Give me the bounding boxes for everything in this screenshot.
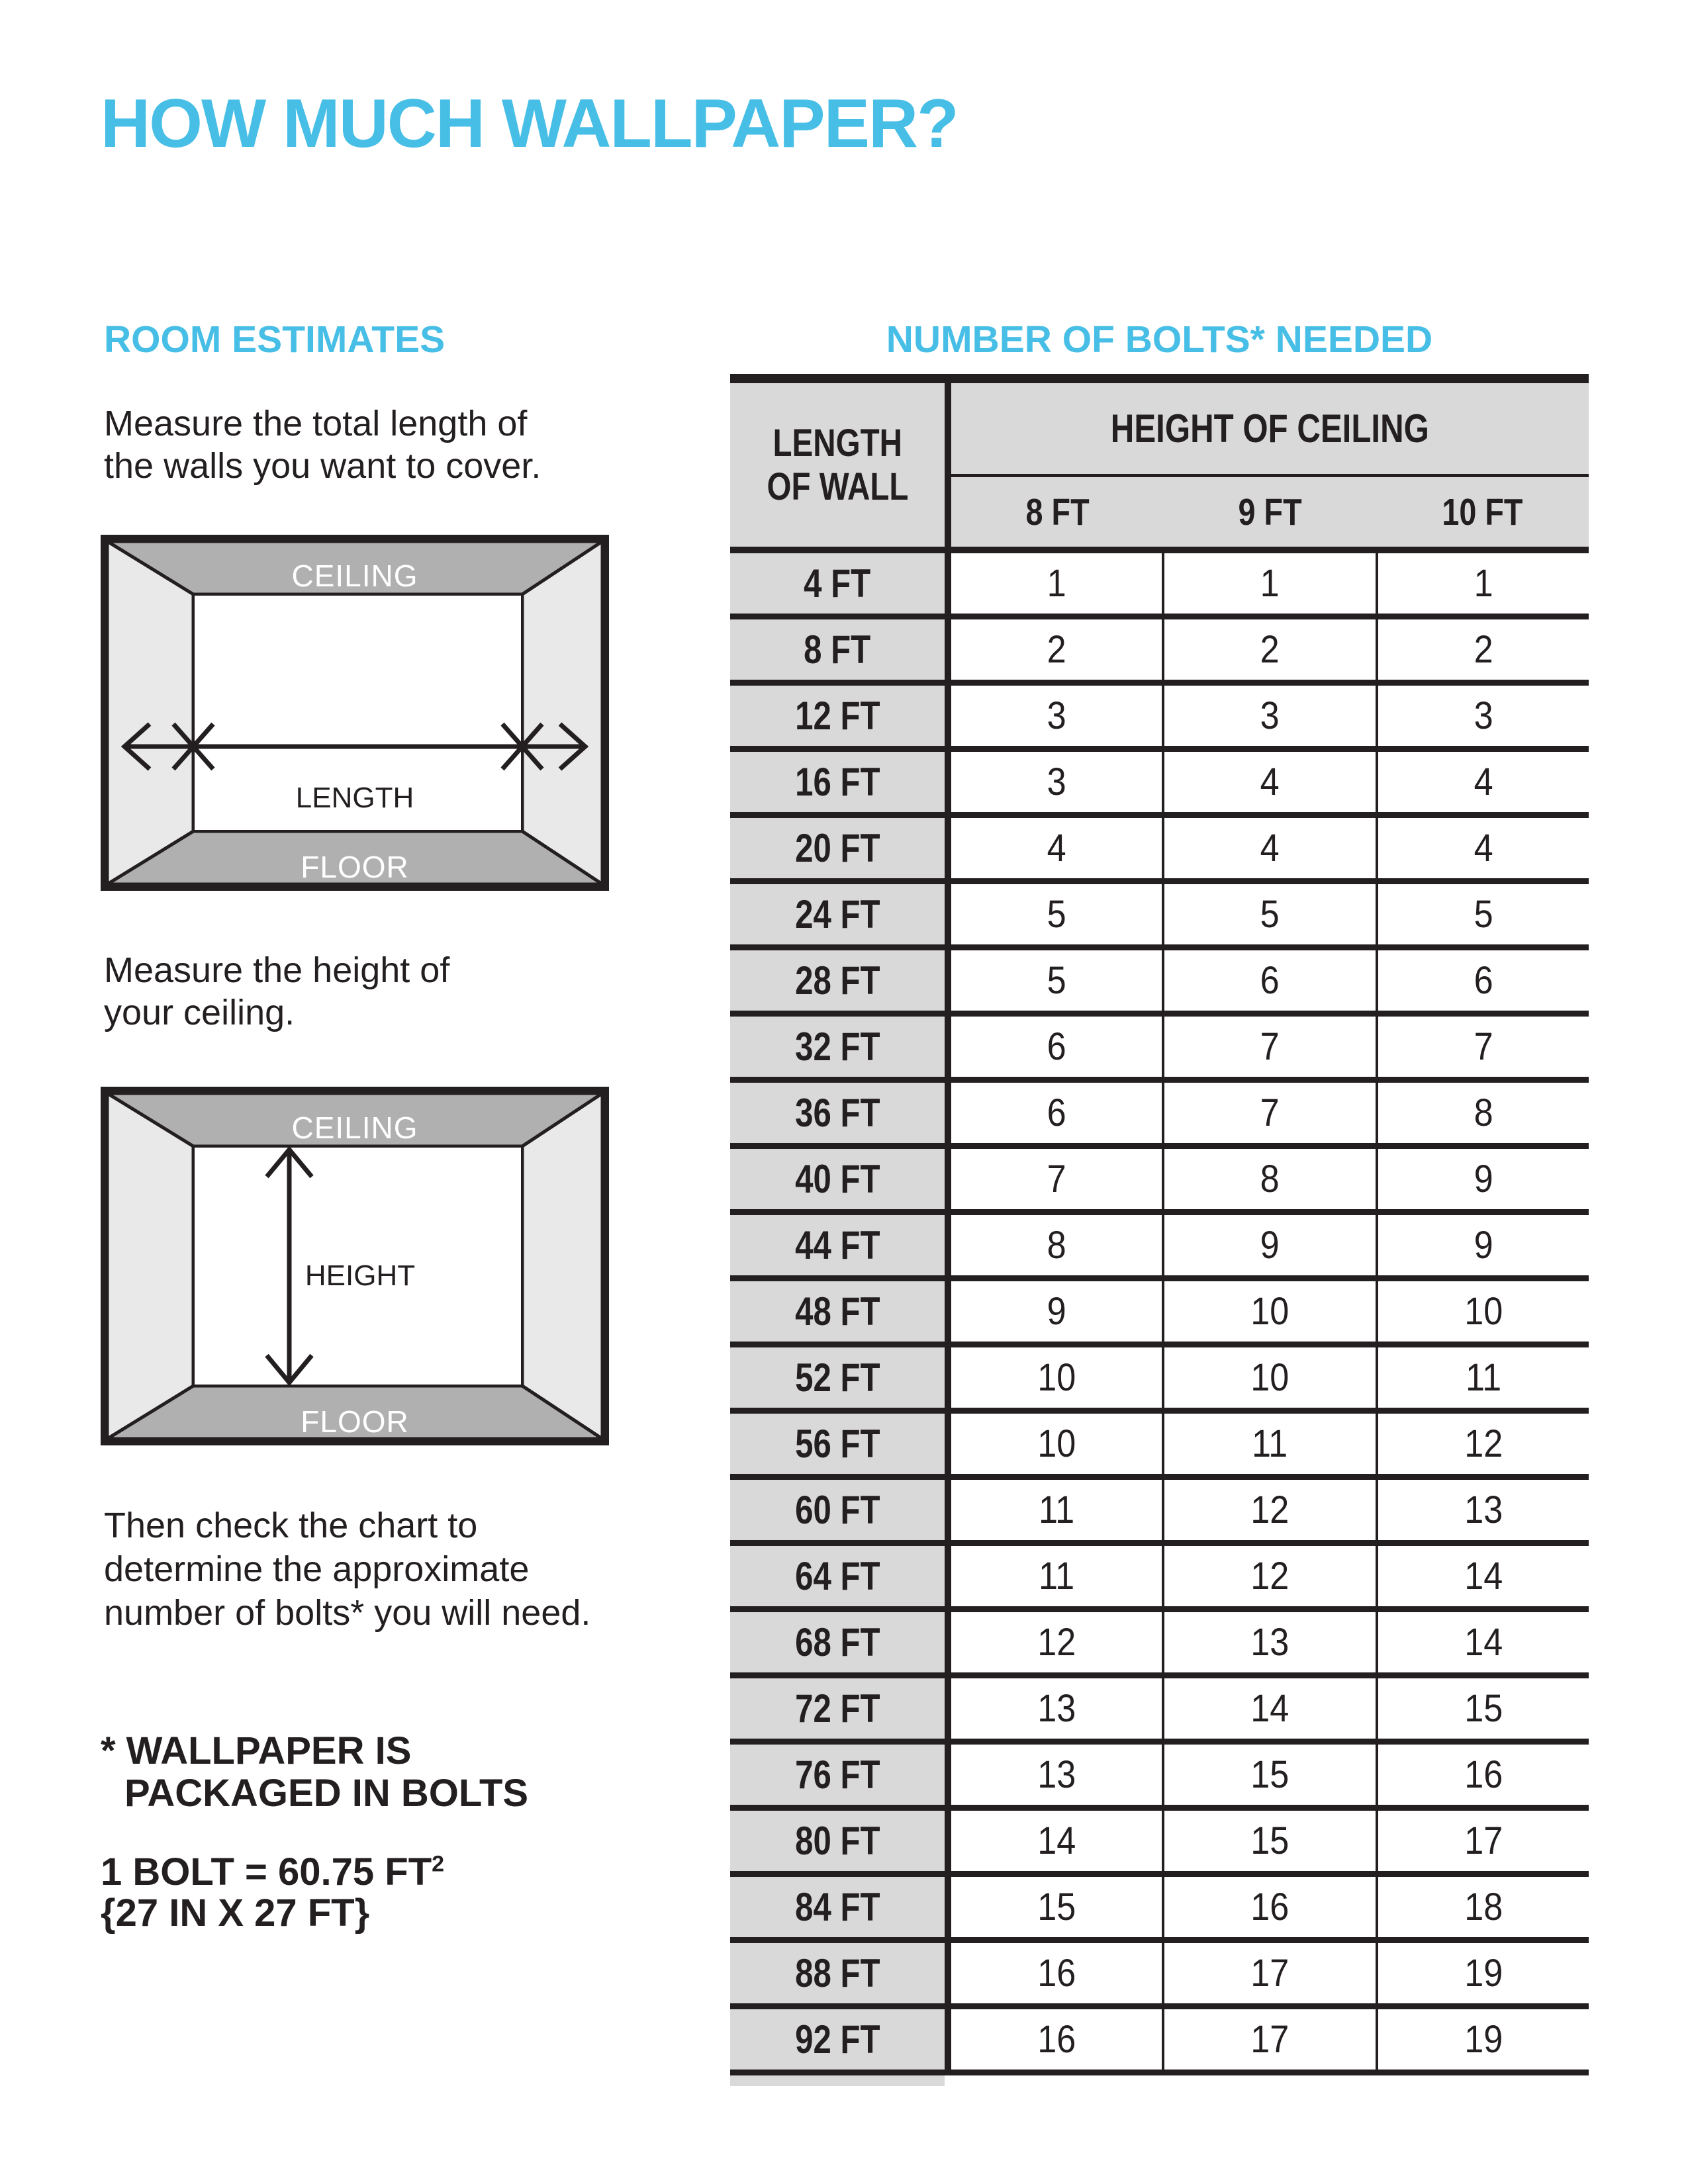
paragraph-line: Measure the total length of <box>104 404 528 443</box>
section-heading-room-estimates: ROOM ESTIMATES <box>104 318 445 361</box>
paragraph-line: Then check the chart to <box>104 1506 478 1545</box>
bolt-count-value: 4 <box>1474 760 1493 803</box>
table-row <box>730 1739 1589 1805</box>
right-wall <box>522 1093 602 1439</box>
bolt-count-cell <box>1162 1877 1375 1937</box>
bolt-count-cell <box>951 1811 1162 1871</box>
footnote-line: PACKAGED IN BOLTS <box>124 1772 529 1815</box>
bolt-count-cell <box>1162 1347 1375 1408</box>
row-length-label <box>730 1877 945 1937</box>
bolt-count-cell <box>1162 1017 1375 1077</box>
room-length-diagram <box>101 535 609 891</box>
bolt-count-value: 6 <box>1260 959 1280 1002</box>
bolt-count-cell <box>1162 553 1375 614</box>
column-divider <box>945 1678 951 1739</box>
bolt-count-value: 8 <box>1474 1091 1493 1134</box>
table-row <box>730 878 1589 944</box>
column-divider <box>945 1546 951 1606</box>
subheader-10ft <box>1376 477 1589 547</box>
row-length-text: 24 FT <box>794 892 880 936</box>
row-length-label <box>730 1546 945 1606</box>
row-length-text: 88 FT <box>794 1951 880 1995</box>
bolt-count-cell <box>1376 1215 1589 1275</box>
bolt-count-value: 3 <box>1047 760 1066 803</box>
table-header <box>730 383 1589 547</box>
bolt-count-cell <box>951 2009 1162 2070</box>
bolt-count-value: 19 <box>1464 2018 1503 2061</box>
column-divider <box>945 1943 951 2003</box>
table-row <box>730 1011 1589 1077</box>
table-row <box>730 614 1589 680</box>
bolt-count-cell <box>1162 1546 1375 1606</box>
bolt-count-value: 8 <box>1260 1158 1280 1201</box>
row-length-text: 8 FT <box>804 627 871 672</box>
bolt-count-cell <box>1162 1943 1375 2003</box>
row-length-label <box>730 1480 945 1540</box>
bolt-count-value: 16 <box>1250 1886 1289 1929</box>
bolt-size-note <box>101 1852 444 1934</box>
bolt-count-cell <box>1162 1612 1375 1672</box>
subheader-9ft <box>1164 477 1376 547</box>
bolt-count-value: 17 <box>1250 1952 1289 1995</box>
column-divider <box>945 1480 951 1540</box>
table-body <box>730 547 1589 2075</box>
bolt-count-cell <box>951 1083 1162 1143</box>
section-heading-bolts-needed: NUMBER OF BOLTS* NEEDED <box>886 318 1433 361</box>
bolt-count-cell <box>1376 1480 1589 1540</box>
row-length-label <box>730 1745 945 1805</box>
row-length-text: 28 FT <box>794 958 880 1003</box>
bolt-count-value: 3 <box>1260 694 1280 737</box>
row-length-text: 52 FT <box>794 1355 880 1400</box>
row-length-label <box>730 1414 945 1474</box>
row-length-text: 64 FT <box>794 1554 880 1598</box>
row-length-label <box>730 884 945 944</box>
bolt-count-value: 2 <box>1260 628 1280 671</box>
bolt-count-value: 16 <box>1037 2018 1076 2061</box>
bolt-count-cell <box>951 1678 1162 1739</box>
bolt-count-cell <box>951 1281 1162 1342</box>
table-row <box>730 1143 1589 1209</box>
bolt-count-cell <box>1376 1612 1589 1672</box>
table-row <box>730 2003 1589 2070</box>
bolt-count-cell <box>1376 1017 1589 1077</box>
row-length-label <box>730 2009 945 2070</box>
bolt-count-value: 1 <box>1047 562 1066 605</box>
floor-label: FLOOR <box>301 1404 409 1439</box>
bolt-count-cell <box>1376 1943 1589 2003</box>
bolt-count-value: 11 <box>1039 1555 1075 1598</box>
table-row <box>730 746 1589 812</box>
row-length-text: 48 FT <box>794 1289 880 1334</box>
bolt-count-value: 5 <box>1474 893 1493 936</box>
bolt-count-cell <box>1376 1083 1589 1143</box>
bolt-count-value: 6 <box>1047 1091 1066 1134</box>
row-length-label <box>730 686 945 746</box>
row-length-label <box>730 1811 945 1871</box>
table-row <box>730 1209 1589 1275</box>
column-divider <box>945 2009 951 2070</box>
bolt-count-value: 6 <box>1474 959 1493 1002</box>
ceiling-height-subheaders <box>951 477 1589 547</box>
bolt-count-cell <box>1162 1678 1375 1739</box>
bolt-count-value: 14 <box>1464 1621 1503 1664</box>
bolt-count-value: 9 <box>1260 1224 1280 1267</box>
column-divider <box>945 1745 951 1805</box>
column-divider <box>945 1083 951 1143</box>
column-divider <box>945 752 951 812</box>
paragraph-measure-length <box>104 402 541 487</box>
bolt-count-value: 9 <box>1474 1158 1493 1201</box>
bolt-count-cell <box>1376 2009 1589 2070</box>
bolt-count-value: 5 <box>1260 893 1280 936</box>
page-title: HOW MUCH WALLPAPER? <box>101 85 958 162</box>
bolt-count-cell <box>1376 1414 1589 1474</box>
row-length-text: 16 FT <box>794 760 880 804</box>
bolt-count-value: 9 <box>1474 1224 1493 1267</box>
row-length-label <box>730 1215 945 1275</box>
bolt-count-value: 5 <box>1047 959 1066 1002</box>
row-length-label <box>730 1281 945 1342</box>
floor-label: FLOOR <box>301 850 409 884</box>
table-row <box>730 680 1589 746</box>
bolt-count-cell <box>1162 1811 1375 1871</box>
bolt-count-value: 11 <box>1039 1488 1075 1531</box>
bolt-count-value: 5 <box>1047 893 1066 936</box>
bolt-count-value: 13 <box>1464 1488 1503 1531</box>
bolt-count-cell <box>951 686 1162 746</box>
bolt-count-cell <box>1162 1281 1375 1342</box>
column-divider <box>945 818 951 878</box>
bolt-count-cell <box>1376 818 1589 878</box>
row-length-text: 12 FT <box>794 694 880 738</box>
footnote-bolts <box>101 1730 528 1815</box>
row-length-text: 84 FT <box>794 1885 880 1929</box>
column-divider <box>945 1414 951 1474</box>
bolt-count-value: 13 <box>1037 1753 1076 1796</box>
subheader-8ft <box>951 477 1164 547</box>
bolt-count-value: 16 <box>1037 1952 1076 1995</box>
bolt-equation <box>101 1852 444 1893</box>
bolt-count-value: 2 <box>1474 628 1493 671</box>
height-measure-label: HEIGHT <box>305 1259 416 1292</box>
column-divider <box>945 686 951 746</box>
bolt-count-value: 7 <box>1474 1025 1493 1068</box>
row-length-text: 40 FT <box>794 1157 880 1201</box>
row-length-text: 72 FT <box>794 1686 880 1731</box>
bolt-count-value: 18 <box>1464 1886 1503 1929</box>
bolt-count-value: 6 <box>1047 1025 1066 1068</box>
right-wall <box>522 541 602 884</box>
bolt-count-value: 14 <box>1037 1819 1076 1862</box>
bolt-count-cell <box>1162 1215 1375 1275</box>
row-length-label <box>730 1017 945 1077</box>
paragraph-line: the walls you want to cover. <box>104 446 541 486</box>
column-divider <box>945 1017 951 1077</box>
bolt-count-cell <box>1376 553 1589 614</box>
row-length-label <box>730 1943 945 2003</box>
row-length-text: 80 FT <box>794 1819 880 1863</box>
left-wall <box>107 1093 193 1439</box>
bolt-count-cell <box>951 1745 1162 1805</box>
bolt-count-value: 1 <box>1260 562 1280 605</box>
table-row <box>730 1474 1589 1540</box>
bolt-count-cell <box>1162 950 1375 1011</box>
row-length-text: 4 FT <box>804 561 871 606</box>
ceiling-label: CEILING <box>291 559 418 593</box>
bolt-count-cell <box>1376 950 1589 1011</box>
bolt-count-value: 10 <box>1037 1356 1076 1399</box>
bolt-count-value: 17 <box>1464 1819 1503 1862</box>
column-divider <box>945 1877 951 1937</box>
row-length-label <box>730 1347 945 1408</box>
row-length-label <box>730 619 945 680</box>
bolt-count-cell <box>1376 1149 1589 1209</box>
bolt-count-cell <box>1162 818 1375 878</box>
bolt-count-value: 4 <box>1047 827 1066 870</box>
bolt-count-value: 7 <box>1047 1158 1066 1201</box>
bolt-count-value: 12 <box>1250 1555 1289 1598</box>
bolt-count-value: 10 <box>1037 1422 1076 1465</box>
bolt-count-cell <box>951 1149 1162 1209</box>
bolt-count-cell <box>951 1612 1162 1672</box>
bolt-count-cell <box>1162 1480 1375 1540</box>
bolt-count-cell <box>951 884 1162 944</box>
left-wall <box>107 541 193 884</box>
row-length-text: 32 FT <box>794 1024 880 1069</box>
column-divider <box>945 1149 951 1209</box>
room-height-diagram <box>101 1087 609 1445</box>
subheader-text: 9 FT <box>1238 490 1302 533</box>
paragraph-line: determine the approximate <box>104 1549 530 1589</box>
column-divider <box>945 553 951 614</box>
table-row <box>730 1342 1589 1408</box>
bolt-count-value: 16 <box>1464 1753 1503 1796</box>
bolt-count-value: 11 <box>1465 1356 1501 1399</box>
header-text: HEIGHT OF CEILING <box>1110 406 1430 451</box>
bolt-count-cell <box>1376 686 1589 746</box>
row-length-label <box>730 1083 945 1143</box>
bolt-count-cell <box>1376 619 1589 680</box>
bolt-count-cell <box>1376 1745 1589 1805</box>
bolt-count-cell <box>1376 884 1589 944</box>
table-row <box>730 553 1589 614</box>
bolt-count-value: 4 <box>1474 827 1493 870</box>
bolt-count-cell <box>951 752 1162 812</box>
bolt-count-cell <box>951 818 1162 878</box>
paragraph-line: number of bolts* you will need. <box>104 1593 591 1633</box>
row-length-label <box>730 752 945 812</box>
bolt-count-cell <box>1376 1347 1589 1408</box>
header-line: LENGTH <box>773 421 902 465</box>
column-divider <box>945 619 951 680</box>
table-row <box>730 1408 1589 1474</box>
bolt-count-cell <box>951 619 1162 680</box>
bolt-count-value: 13 <box>1037 1687 1076 1730</box>
table-row <box>730 1805 1589 1871</box>
bolt-count-cell <box>1162 686 1375 746</box>
bolt-count-cell <box>951 1546 1162 1606</box>
bolt-count-value: 15 <box>1037 1886 1076 1929</box>
subheader-text: 8 FT <box>1025 490 1090 533</box>
bolt-count-cell <box>1162 1083 1375 1143</box>
bolt-count-cell <box>1162 619 1375 680</box>
header-line: OF WALL <box>767 465 908 508</box>
length-measure-label: LENGTH <box>295 782 414 814</box>
bolt-count-cell <box>1376 1811 1589 1871</box>
bolt-count-value: 14 <box>1250 1687 1289 1730</box>
bolt-count-cell <box>951 1215 1162 1275</box>
bolt-count-cell <box>1376 1678 1589 1739</box>
bolt-count-cell <box>1162 1149 1375 1209</box>
paragraph-line: Measure the height of <box>104 950 450 990</box>
ceiling-label: CEILING <box>291 1111 418 1145</box>
column-divider <box>945 950 951 1011</box>
row-length-text: 36 FT <box>794 1091 880 1135</box>
bolt-count-value: 1 <box>1474 562 1493 605</box>
row-length-label <box>730 1678 945 1739</box>
row-length-text: 44 FT <box>794 1223 880 1267</box>
row-length-text: 20 FT <box>794 826 880 870</box>
table-row <box>730 1540 1589 1606</box>
bolt-count-value: 7 <box>1260 1025 1280 1068</box>
bolt-count-cell <box>1376 1877 1589 1937</box>
table-top-bar <box>730 374 1589 383</box>
height-of-ceiling-header <box>951 383 1589 477</box>
row-length-text: 92 FT <box>794 2017 880 2062</box>
bolt-count-value: 15 <box>1250 1753 1289 1796</box>
bolt-count-cell <box>1162 884 1375 944</box>
bolt-count-value: 10 <box>1464 1290 1503 1333</box>
bolt-dimensions: {27 IN X 27 FT} <box>101 1891 370 1934</box>
bolt-count-cell <box>951 1414 1162 1474</box>
bolts-table <box>730 374 1589 2086</box>
bolt-equation-superscript: 2 <box>432 1851 445 1877</box>
length-of-wall-header <box>730 383 945 547</box>
bolt-count-cell <box>1376 1281 1589 1342</box>
bolt-count-value: 14 <box>1464 1555 1503 1598</box>
bolt-count-cell <box>951 950 1162 1011</box>
table-row <box>730 944 1589 1011</box>
table-row <box>730 1275 1589 1342</box>
bolt-count-cell <box>951 553 1162 614</box>
row-length-label <box>730 818 945 878</box>
bolt-count-cell <box>1162 1745 1375 1805</box>
bolt-count-value: 19 <box>1464 1952 1503 1995</box>
bolt-count-cell <box>1162 752 1375 812</box>
bolt-count-value: 2 <box>1047 628 1066 671</box>
paragraph-check-chart <box>104 1504 590 1635</box>
bolt-count-value: 11 <box>1252 1422 1288 1465</box>
row-length-label <box>730 1149 945 1209</box>
bolt-count-value: 3 <box>1047 694 1066 737</box>
row-length-label <box>730 1612 945 1672</box>
row-length-text: 60 FT <box>794 1488 880 1532</box>
bolt-count-value: 12 <box>1037 1621 1076 1664</box>
column-divider <box>945 1347 951 1408</box>
bolt-count-value: 10 <box>1250 1356 1289 1399</box>
bolt-count-value: 15 <box>1464 1687 1503 1730</box>
row-length-label <box>730 553 945 614</box>
bolt-count-cell <box>1162 2009 1375 2070</box>
bolt-count-cell <box>1376 752 1589 812</box>
bolt-count-cell <box>951 1347 1162 1408</box>
row-length-text: 68 FT <box>794 1620 880 1664</box>
bolt-count-value: 13 <box>1250 1621 1289 1664</box>
column-divider <box>945 383 951 547</box>
table-row <box>730 1937 1589 2003</box>
bolt-count-value: 4 <box>1260 760 1280 803</box>
column-divider <box>945 1215 951 1275</box>
bolt-count-value: 8 <box>1047 1224 1066 1267</box>
bolt-count-value: 12 <box>1250 1488 1289 1531</box>
bolt-count-cell <box>951 1017 1162 1077</box>
column-divider <box>945 1281 951 1342</box>
column-divider <box>945 884 951 944</box>
bolt-count-value: 10 <box>1250 1290 1289 1333</box>
bolt-count-cell <box>951 1877 1162 1937</box>
table-row <box>730 1077 1589 1143</box>
table-bottom-tab <box>730 2075 945 2086</box>
table-row <box>730 1672 1589 1739</box>
bolt-equation-text: 1 BOLT = 60.75 FT <box>101 1850 432 1893</box>
bolt-count-value: 3 <box>1474 694 1493 737</box>
subheader-text: 10 FT <box>1442 490 1523 533</box>
height-of-ceiling-header-group <box>951 383 1589 547</box>
table-row <box>730 812 1589 878</box>
row-length-text: 76 FT <box>794 1752 880 1797</box>
row-length-text: 56 FT <box>794 1422 880 1466</box>
bolt-count-cell <box>951 1943 1162 2003</box>
bolt-count-value: 12 <box>1464 1422 1503 1465</box>
bolt-count-value: 4 <box>1260 827 1280 870</box>
bolt-count-value: 7 <box>1260 1091 1280 1134</box>
bolt-count-value: 9 <box>1047 1290 1066 1333</box>
column-divider <box>945 1811 951 1871</box>
row-length-label <box>730 950 945 1011</box>
bolt-count-value: 17 <box>1250 2018 1289 2061</box>
column-divider <box>945 1612 951 1672</box>
bolt-count-value: 15 <box>1250 1819 1289 1862</box>
footnote-line: * WALLPAPER IS <box>101 1729 412 1772</box>
bolt-count-cell <box>951 1480 1162 1540</box>
bolt-count-cell <box>1162 1414 1375 1474</box>
table-row <box>730 1606 1589 1672</box>
bolt-count-cell <box>1376 1546 1589 1606</box>
paragraph-line: your ceiling. <box>104 993 295 1032</box>
table-row <box>730 1871 1589 1937</box>
paragraph-measure-height <box>104 949 449 1034</box>
